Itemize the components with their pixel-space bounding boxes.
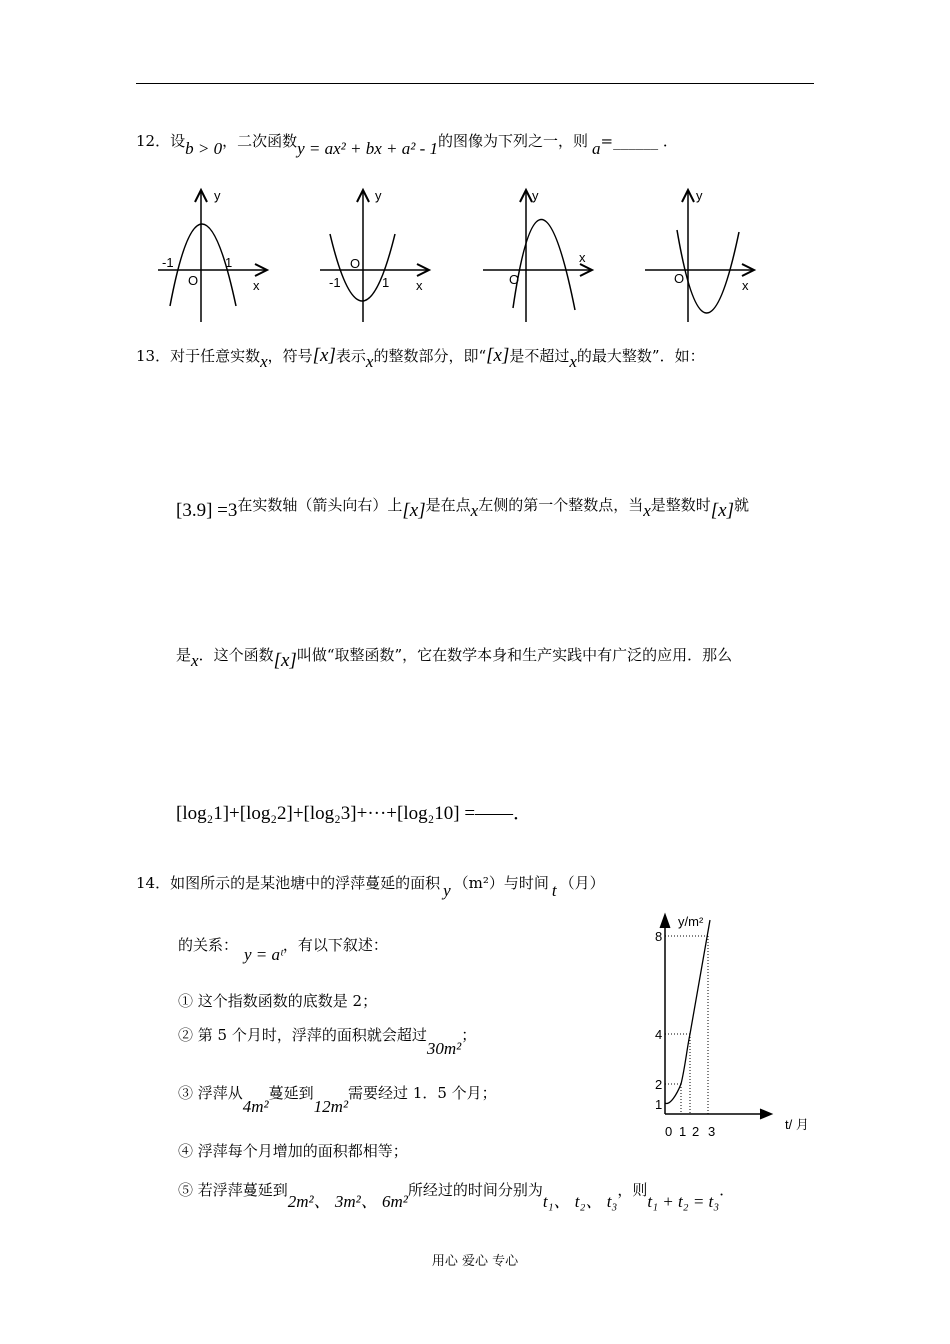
q14-text: ② 第 5 个月时，浮萍的面积就会超过 [178,1026,427,1044]
q14-value: t₁ + t₂ = t₃ [647,1192,720,1211]
q14-value: 2m²、 3m²、 6m² [287,1192,408,1211]
q13-example-eq: [3.9] =3 [176,500,238,521]
q14-y-axis-label: y/m² [678,914,704,929]
q12-blank: =______ ． [600,132,678,150]
g3-y-label: y [532,188,539,203]
q14-line1 [136,872,605,900]
q14-x-axis-label: t/ 月 [785,1117,809,1132]
q13-text: ．这个函数 [198,646,274,664]
q13-line1 [136,345,705,371]
q14-text: ③ 浮萍从 [178,1084,243,1102]
g3-x-label: x [579,250,586,265]
q14-text: 蔓延到 [268,1084,314,1102]
q14-value: t₁、 t₂、 t₃ [542,1192,618,1211]
g2-y-label: y [375,188,382,203]
q14-unit: （m²） [453,874,504,892]
g1-pos1: 1 [225,255,233,270]
q13-log-expression: [log₂1]+[log₂2]+[log₂3]+···+[log₂10] =——． [176,803,533,824]
q13-x: x [191,651,199,670]
q14-text: 所经过的时间分别为 [407,1181,543,1199]
q14-xtick-2: 2 [692,1124,700,1139]
q13-text: 左侧的第一个整数点，当 [478,496,644,514]
q13-text: 的整数部分，即“ [373,347,487,365]
q12-function: y = ax² + bx + a² - 1 [297,139,439,158]
q13-text: ，符号 [267,347,313,365]
page-footer: 用心 爱心 专心 [431,1254,519,1269]
q13-text: 表示 [335,347,366,365]
q13-line3 [176,644,733,671]
q12-number: 12．设 [136,132,186,150]
q14-item-4: ④ 浮萍每个月增加的面积都相等； [178,1142,408,1160]
q14-item-1: ① 这个指数函数的底数是 2； [178,992,378,1010]
q14-item-2 [178,1024,477,1058]
q13-line4 [176,798,532,825]
g3-origin: O [509,272,520,287]
q14-t: t [551,881,557,900]
q13-line2 [176,494,750,521]
q13-text: 的最大整数”．如： [576,347,705,365]
q13-text: 是不超过 [509,347,570,365]
q14-xtick-0: 0 [665,1124,673,1139]
g4-y-label: y [696,188,703,203]
q13-text: 是整数时 [650,496,711,514]
q14-text: 需要经过 1．5 个月； [348,1084,497,1102]
q12-text2: 的图像为下列之一，则 [438,132,589,150]
q12-text1: 二次函数 [237,132,298,150]
q13-text: 是 [176,646,192,664]
q14-y: y [443,881,451,900]
q13-floor-x: [x] [486,345,510,366]
q14-growth-graph [650,908,825,1143]
q12-condition: b > 0 [185,139,223,158]
q12-graph-1 [150,180,280,330]
g1-origin: O [188,273,199,288]
q14-ytick-4: 4 [655,1027,663,1042]
g4-origin: O [674,271,685,286]
g2-neg1: -1 [329,275,341,290]
q13-floor-x: [x] [273,650,297,671]
q14-item-3 [178,1082,497,1116]
q14-text: 的关系： [178,936,239,954]
q13-text: 叫做“取整函数”，它在数学本身和生产实践中有广泛的应用．那么 [296,646,733,664]
q14-value: 12m² [313,1097,349,1116]
q12-comma: ， [222,132,238,150]
q14-text: （月） [559,874,605,892]
q14-ytick-8: 8 [655,929,663,944]
q14-line2 [178,934,388,964]
header-rule [136,83,814,84]
q13-text: 是在点 [425,496,471,514]
g2-x-label: x [416,278,423,293]
g1-neg1: -1 [162,255,174,270]
q13-number: 13．对于任意实数 [136,347,261,365]
q13-floor-x: [x] [402,500,426,521]
q13-text: 在实数轴（箭头向右）上 [237,496,403,514]
q13-x: x [365,352,374,371]
q14-text: ⑤ 若浮萍蔓延到 [178,1181,288,1199]
g1-x-label: x [253,278,260,293]
q14-xtick-3: 3 [708,1124,716,1139]
q13-text: 就 [734,496,750,514]
q13-floor-x: [x] [312,345,336,366]
q14-value: 4m² [242,1097,269,1116]
g4-x-label: x [742,278,749,293]
q14-xtick-1: 1 [679,1124,687,1139]
g1-y-label: y [214,188,221,203]
q12-line [136,130,678,158]
q12-graph-2 [312,180,442,330]
q13-x: x [470,501,479,520]
q13-x: x [643,501,651,520]
q14-text: ； [461,1026,477,1044]
q14-text: 与时间 [503,874,549,892]
q14-text: ，则 [617,1181,648,1199]
q12-graph-3 [475,180,605,330]
q13-x: x [260,352,268,371]
q12-graph-4 [637,180,767,330]
g2-pos1: 1 [382,275,390,290]
q14-ytick-1: 1 [655,1097,663,1112]
q14-text: ，有以下叙述： [282,936,388,954]
g2-origin: O [350,256,361,271]
q13-floor-x: [x] [710,500,734,521]
q14-function: y = aᵗ [244,945,283,964]
q14-item-5 [178,1175,735,1211]
q14-number: 14．如图所示的是某池塘中的浮萍蔓延的面积 [136,874,441,892]
q14-text: ． [719,1181,735,1199]
q13-x: x [569,352,577,371]
q12-var-a: a [592,139,601,158]
q14-ytick-2: 2 [655,1077,663,1092]
q14-value: 30m² [426,1039,462,1058]
